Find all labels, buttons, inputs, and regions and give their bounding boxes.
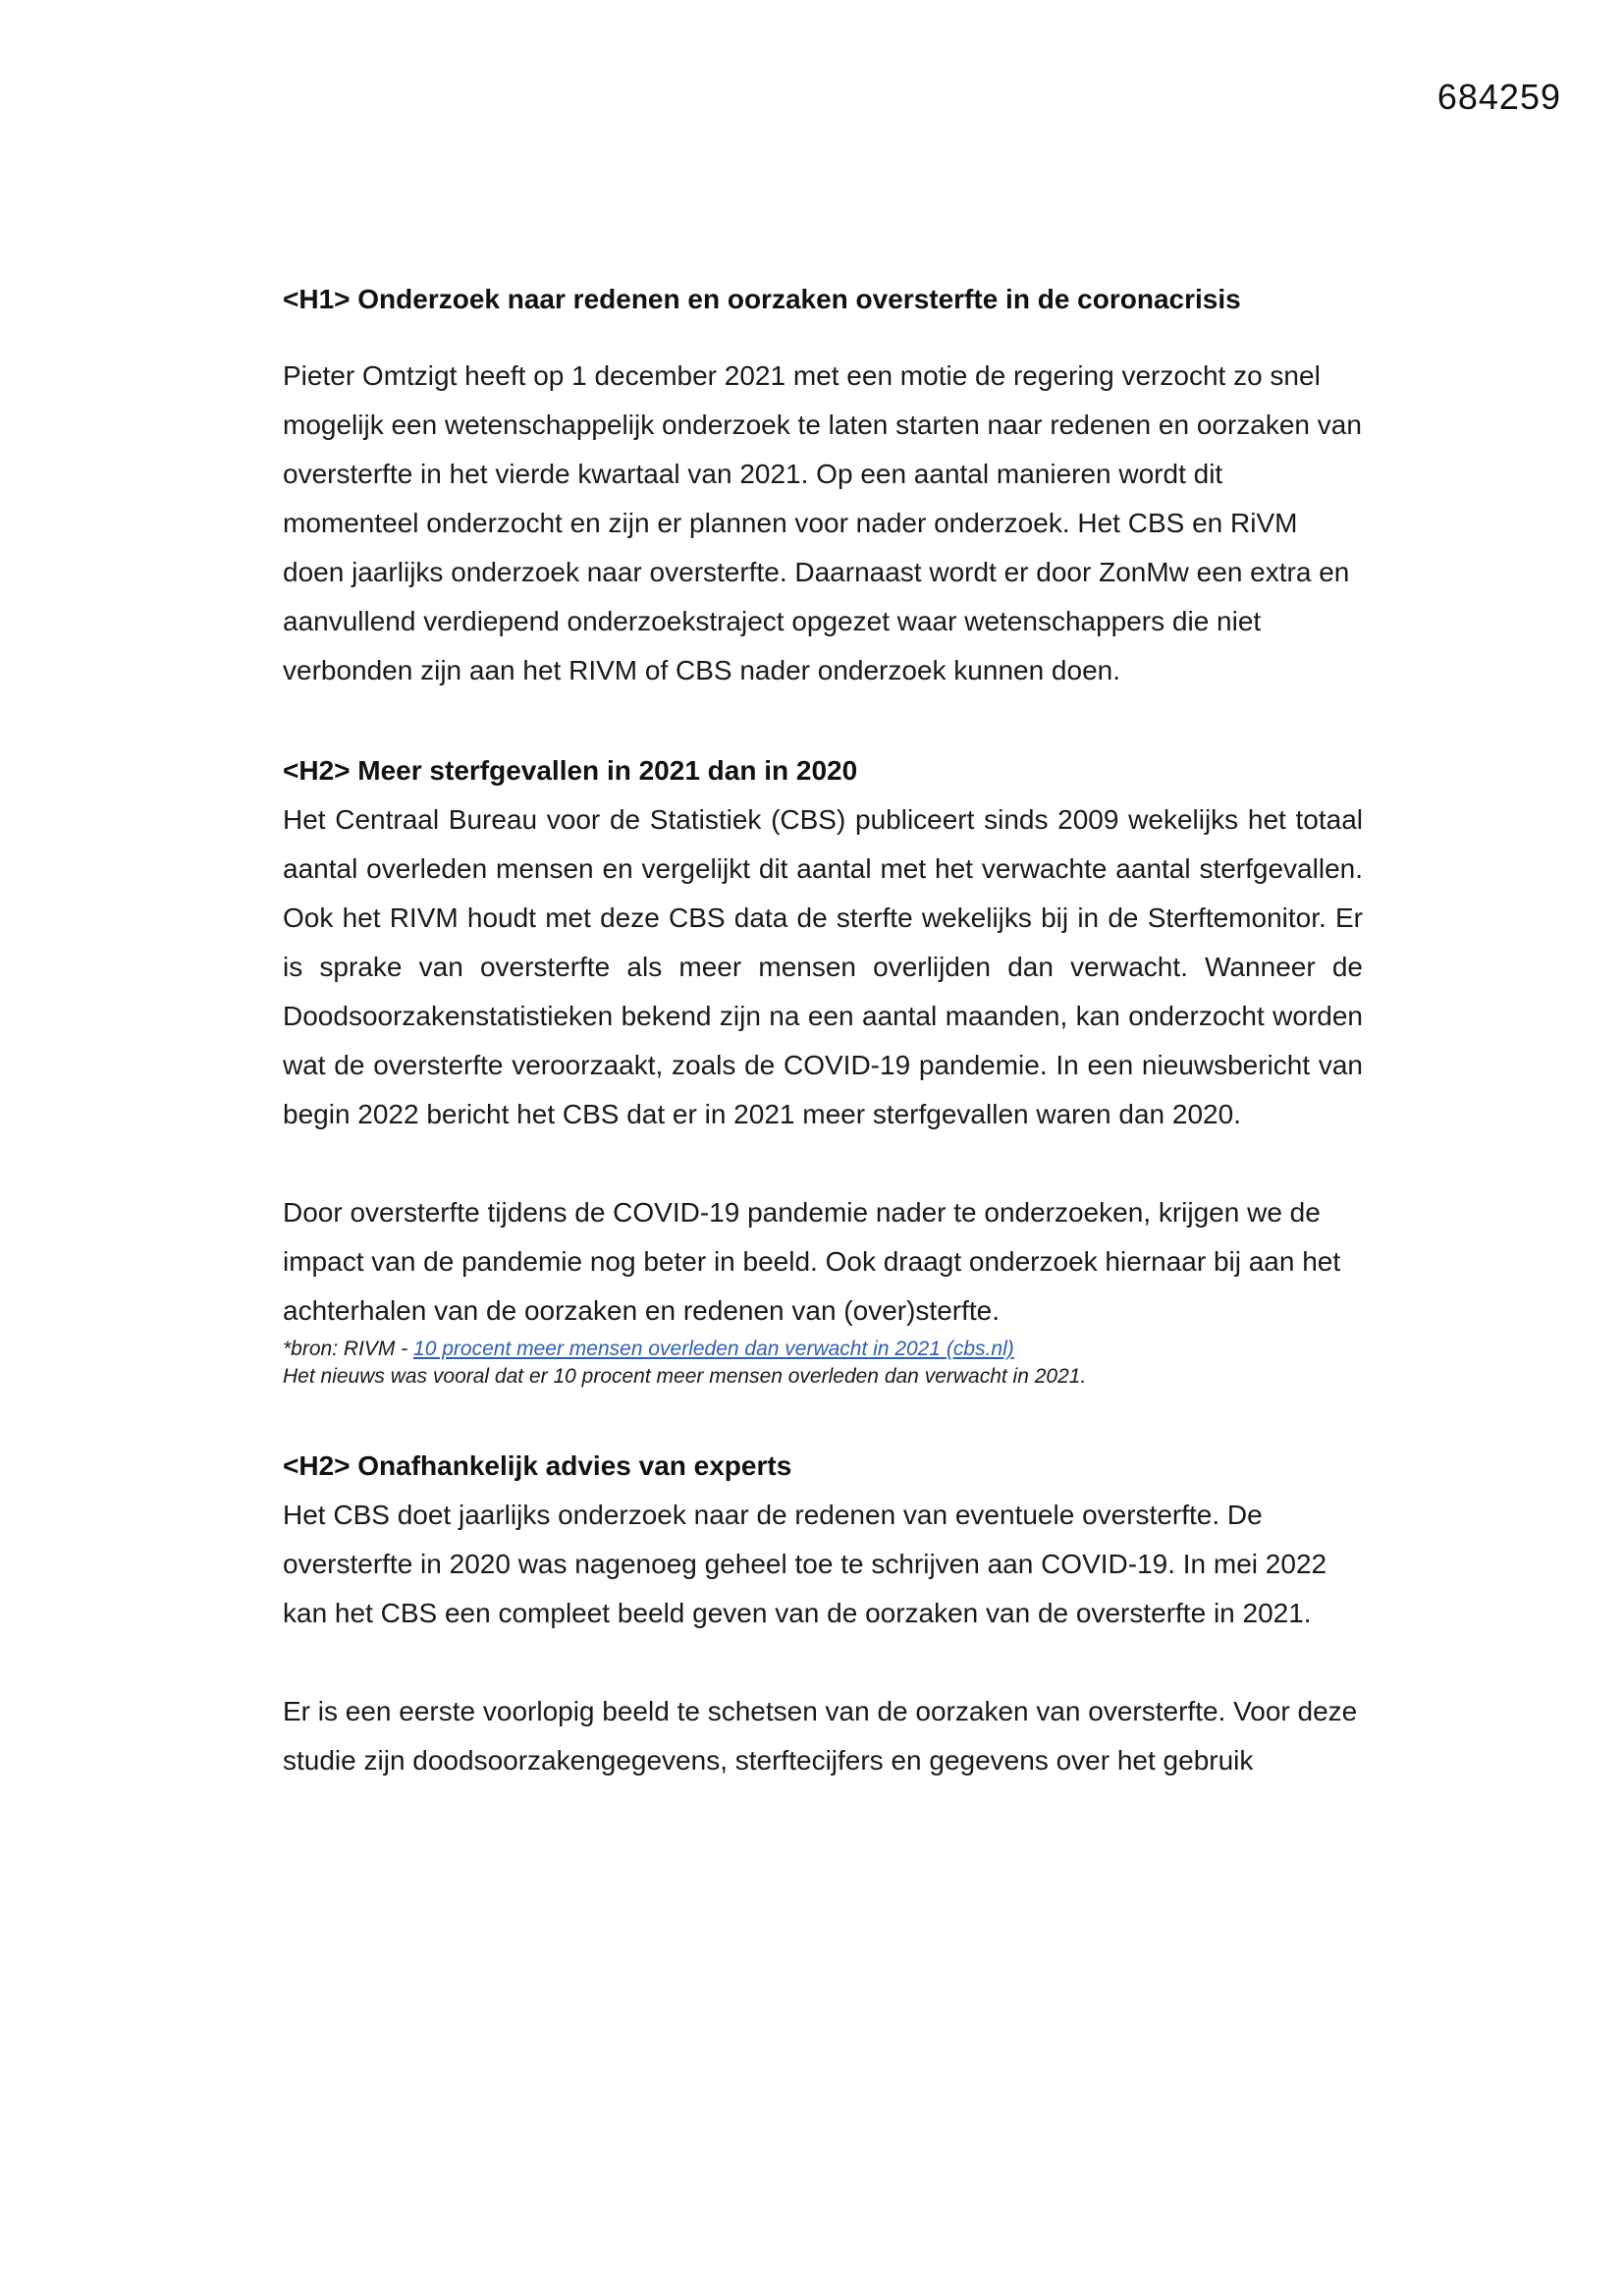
section-heading-h1: <H1> Onderzoek naar redenen en oorzaken oversterfte in de coronacrisis	[283, 284, 1241, 314]
source-note: Het nieuws was vooral dat er 10 procent meer mensen overleden dan verwacht in 2021.	[283, 1365, 1087, 1388]
document-id: 684259	[1436, 77, 1561, 117]
sterfgevallen-paragraph-2: Door oversterfte tijdens de COVID-19 pandemie nader te onderzoeken, krijgen we de impact van de pandemie nog beter in beeld. Ook draagt onderzoek hiernaar bij aan het achterhalen van de oorzaken en redenen van (over)sterfte.	[283, 1197, 1341, 1326]
experts-paragraph-2: Er is een eerste voorlopig beeld te schetsen van de oorzaken van oversterfte. Voor deze studie zijn doodsoorzakengegevens, sterftecijfers en gegevens over het gebruik	[283, 1696, 1358, 1776]
source-citation	[283, 1336, 1363, 1363]
intro-paragraph: Pieter Omtzigt heeft op 1 december 2021 met een motie de regering verzocht zo snel mogelijk een wetenschappelijk onderzoek te laten starten naar redenen en oorzaken van oversterfte in het vierde kwartaal van 2021. Op een aantal manieren wordt dit momenteel onderzocht en zijn er plannen voor nader onderzoek. Het CBS en RiVM doen jaarlijks onderzoek naar oversterfte. Daarnaast wordt er door ZonMw een extra en aanvullend verdiepend onderzoekstraject opgezet waar wetenschappers die niet verbonden zijn aan het RIVM of CBS nader onderzoek kunnen doen.	[283, 360, 1362, 685]
source-link[interactable]: 10 procent meer mensen overleden dan verwacht in 2021 (cbs.nl)	[413, 1338, 1014, 1360]
document-body	[283, 275, 1363, 1785]
section-heading-sterfgevallen: <H2> Meer sterfgevallen in 2021 dan in 2020	[283, 755, 858, 786]
sterfgevallen-paragraph-1: Het Centraal Bureau voor de Statistiek (CBS) publiceert sinds 2009 wekelijks het totaal aantal overleden mensen en vergelijkt dit aantal met het verwachte aantal sterfgevallen. Ook het RIVM houdt met deze CBS data de sterfte wekelijks bij in de Sterftemonitor. Er is sprake van oversterfte als meer mensen overlijden dan verwacht. Wanneer de Doodsoorzakenstatistieken bekend zijn na een aantal maanden, kan onderzocht worden wat de oversterfte veroorzaakt, zoals de COVID-19 pandemie. In een nieuwsbericht van begin 2022 bericht het CBS dat er in 2021 meer sterfgevallen waren dan 2020.	[283, 804, 1363, 1129]
section-heading-experts: <H2> Onafhankelijk advies van experts	[283, 1450, 792, 1481]
source-prefix: *bron: RIVM -	[283, 1338, 414, 1360]
experts-paragraph-1: Het CBS doet jaarlijks onderzoek naar de redenen van eventuele oversterfte. De oversterfte in 2020 was nagenoeg geheel toe te schrijven aan COVID-19. In mei 2022 kan het CBS een compleet beeld geven van de oorzaken van de oversterfte in 2021.	[283, 1500, 1327, 1628]
